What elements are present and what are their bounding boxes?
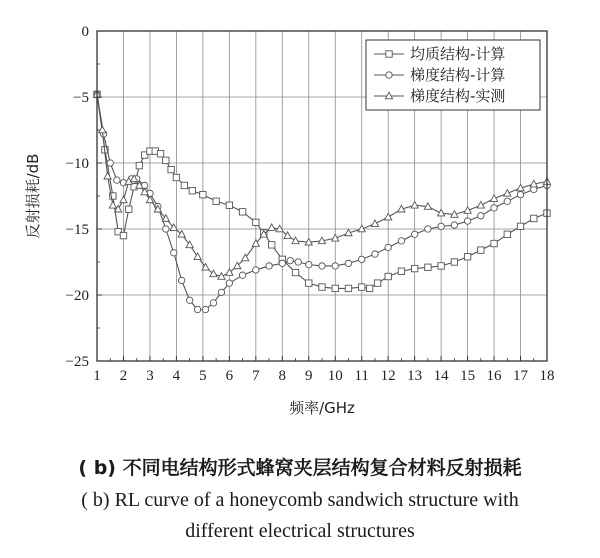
- data-point: [239, 272, 245, 278]
- data-point: [517, 191, 523, 197]
- x-axis-title: 频率/GHz: [289, 399, 355, 417]
- series-2: [94, 91, 550, 313]
- data-point: [173, 174, 179, 180]
- x-tick-label: 4: [172, 368, 181, 384]
- x-tick-label: 2: [119, 368, 128, 384]
- data-point: [168, 166, 174, 172]
- data-point: [200, 191, 206, 197]
- y-axis-title: 反射损耗/dB: [24, 153, 42, 239]
- data-point: [398, 268, 404, 274]
- data-point: [359, 256, 365, 262]
- series-1: [94, 91, 550, 291]
- data-point: [104, 172, 111, 179]
- legend-label: 均质结构-计算: [410, 45, 506, 63]
- figure-caption-english-line-1: ( b) RL curve of a honeycomb sandwich structure with: [81, 489, 519, 511]
- data-point: [438, 223, 444, 229]
- figure-caption-chinese: ( b) 不同电结构形式蜂窝夹层结构复合材料反射损耗: [78, 457, 522, 479]
- legend-label: 梯度结构-计算: [410, 66, 506, 84]
- x-tick-label: 9: [305, 368, 313, 384]
- data-point: [504, 198, 510, 204]
- data-point: [163, 157, 169, 163]
- legend-marker: [386, 51, 392, 57]
- data-point: [411, 201, 418, 208]
- data-point: [438, 263, 444, 269]
- data-point: [213, 198, 219, 204]
- data-point: [345, 285, 351, 291]
- data-point: [186, 297, 192, 303]
- data-point: [517, 223, 523, 229]
- data-point: [504, 231, 510, 237]
- x-tick-label: 1: [93, 368, 101, 384]
- data-point: [438, 209, 445, 216]
- data-point: [374, 280, 380, 286]
- figure-caption-english-line-2: different electrical structures: [185, 520, 415, 542]
- x-tick-label: 8: [278, 368, 287, 384]
- series-layer: [93, 91, 550, 313]
- y-tick-label: −25: [65, 354, 89, 370]
- data-point: [425, 264, 431, 270]
- data-point: [284, 232, 291, 239]
- data-point: [253, 219, 259, 225]
- x-tick-label: 3: [146, 368, 154, 384]
- data-point: [189, 188, 195, 194]
- data-point: [179, 277, 185, 283]
- data-point: [109, 201, 116, 208]
- data-point: [171, 250, 177, 256]
- y-tick-label: −20: [65, 288, 89, 304]
- data-point: [253, 267, 259, 273]
- data-point: [292, 269, 298, 275]
- data-point: [226, 269, 233, 276]
- data-point: [332, 285, 338, 291]
- data-point: [385, 213, 392, 220]
- data-point: [451, 222, 457, 228]
- data-point: [425, 226, 431, 232]
- x-tick-label: 7: [252, 368, 260, 384]
- data-point: [366, 285, 372, 291]
- data-point: [306, 280, 312, 286]
- data-point: [464, 218, 470, 224]
- legend: [366, 40, 540, 110]
- data-point: [136, 162, 142, 168]
- x-tick-label: 15: [460, 368, 476, 384]
- data-point: [478, 247, 484, 253]
- data-point: [385, 244, 391, 250]
- x-tick-label: 10: [327, 368, 343, 384]
- x-tick-label: 13: [407, 368, 423, 384]
- x-tick-label: 18: [539, 368, 555, 384]
- data-point: [411, 231, 417, 237]
- x-tick-label: 12: [380, 368, 396, 384]
- data-point: [491, 240, 497, 246]
- data-point: [359, 284, 365, 290]
- data-point: [332, 263, 338, 269]
- series-line: [97, 94, 547, 309]
- data-point: [371, 220, 378, 227]
- data-point: [306, 261, 312, 267]
- data-point: [478, 213, 484, 219]
- data-point: [126, 206, 132, 212]
- data-point: [287, 257, 293, 263]
- data-point: [218, 289, 224, 295]
- data-point: [107, 160, 113, 166]
- x-tick-label: 14: [433, 368, 449, 384]
- x-tick-label: 6: [225, 368, 234, 384]
- data-point: [319, 284, 325, 290]
- x-tick-label: 11: [354, 368, 369, 384]
- series-line: [97, 94, 547, 288]
- y-tick-label: 0: [81, 24, 89, 40]
- data-point: [268, 224, 275, 231]
- data-point: [398, 238, 404, 244]
- data-point: [157, 151, 163, 157]
- data-point: [239, 209, 245, 215]
- x-tick-label: 17: [513, 368, 529, 384]
- legend-marker: [386, 72, 392, 78]
- y-tick-label: −15: [65, 222, 89, 238]
- x-tick-label: 5: [199, 368, 207, 384]
- data-point: [226, 202, 232, 208]
- data-point: [464, 254, 470, 260]
- data-point: [266, 263, 272, 269]
- y-tick-label: −10: [65, 156, 89, 172]
- data-point: [292, 237, 299, 244]
- data-point: [226, 280, 232, 286]
- data-point: [531, 215, 537, 221]
- y-tick-label: −5: [73, 90, 89, 106]
- data-point: [210, 300, 216, 306]
- data-point: [372, 251, 378, 257]
- data-point: [99, 126, 106, 133]
- data-point: [319, 263, 325, 269]
- data-point: [411, 265, 417, 271]
- x-tick-label: 16: [486, 368, 502, 384]
- data-point: [345, 260, 351, 266]
- data-point: [114, 177, 120, 183]
- legend-label: 梯度结构-实测: [410, 87, 506, 105]
- data-point: [202, 306, 208, 312]
- data-point: [491, 205, 497, 211]
- data-point: [181, 182, 187, 188]
- data-point: [451, 259, 457, 265]
- data-point: [385, 273, 391, 279]
- data-point: [163, 226, 169, 232]
- data-point: [477, 201, 484, 208]
- data-point: [269, 242, 275, 248]
- data-point: [210, 270, 217, 277]
- data-point: [120, 232, 126, 238]
- data-point: [279, 260, 285, 266]
- data-point: [295, 259, 301, 265]
- data-point: [178, 230, 185, 237]
- data-point: [194, 306, 200, 312]
- data-point: [120, 196, 127, 203]
